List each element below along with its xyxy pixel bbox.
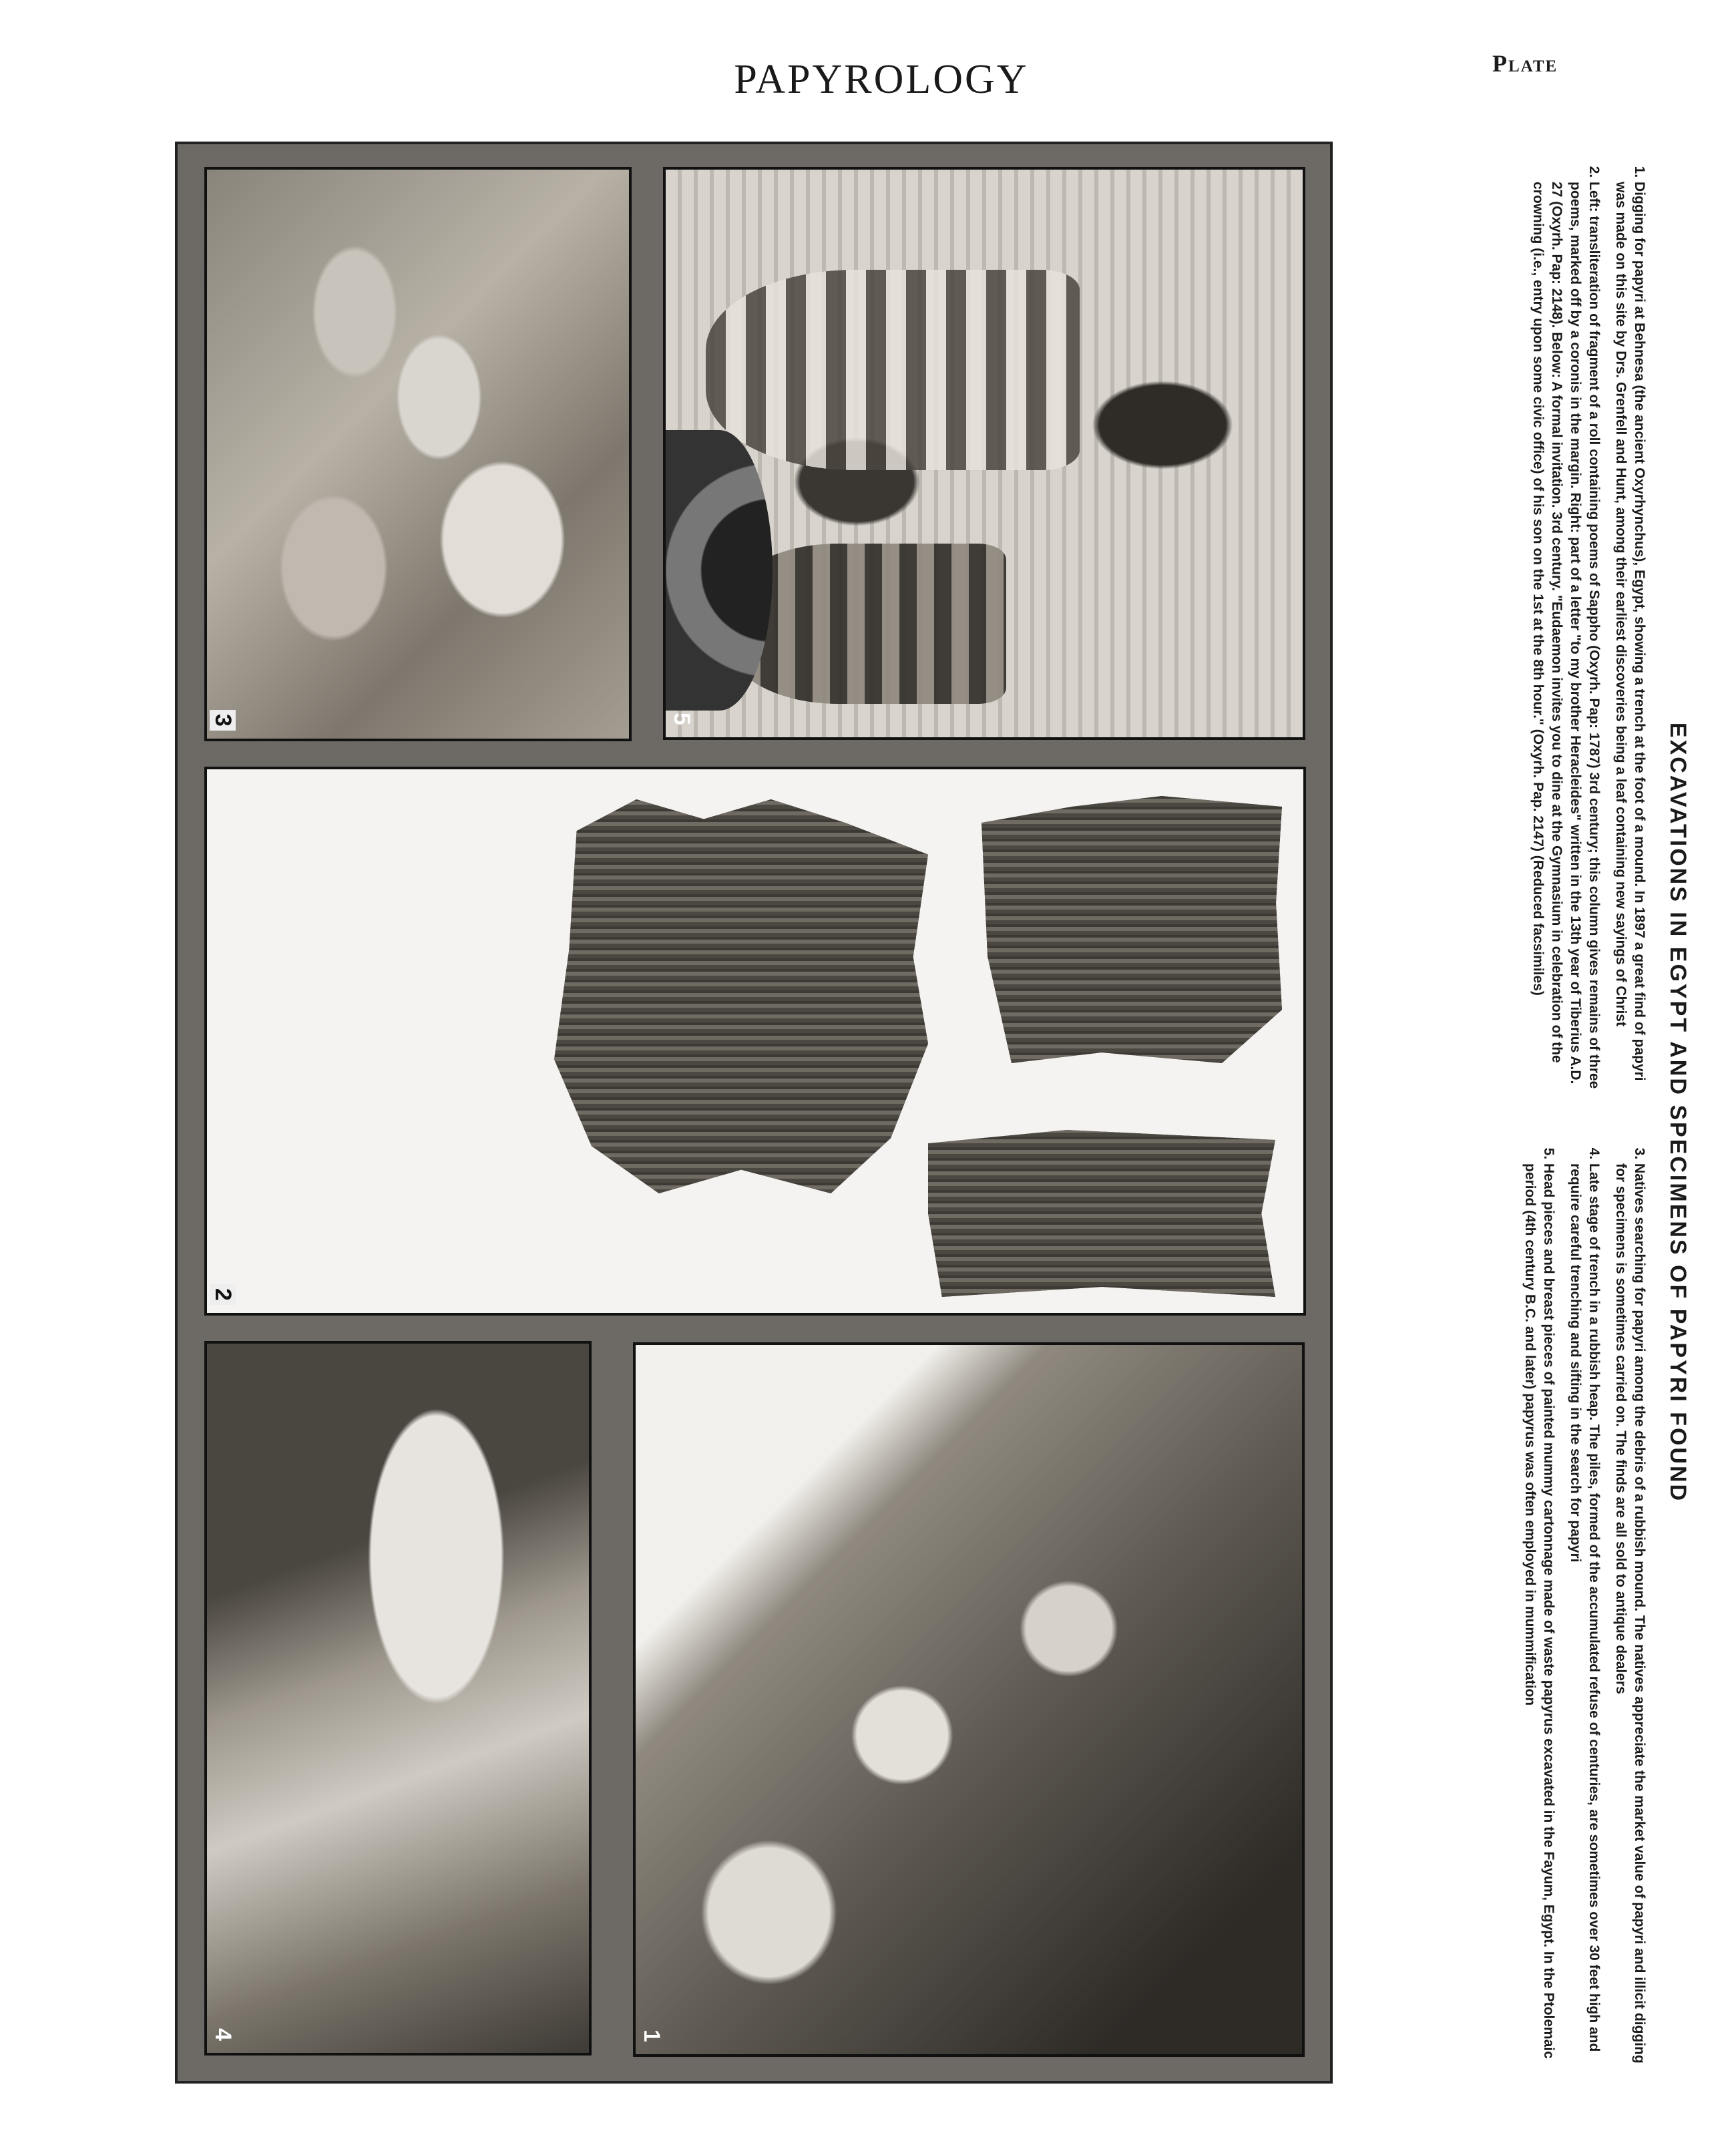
photo-natives-digging: [204, 167, 632, 741]
photo-behnesa-dig: [633, 1342, 1305, 2057]
sappho-fragment: [554, 799, 928, 1193]
photo-number: 4: [210, 2028, 236, 2041]
page-title: PAPYROLOGY: [734, 57, 1029, 102]
photo-papyrus-fragments: [204, 767, 1306, 1316]
caption-item-3: 3. Natives searching for papyri among the debris of a rubbish mound. The natives appreciate the market value of papyri and illicit digging for specimens is sometimes carried on. The finds are all sold to antique dealers: [1611, 1163, 1649, 2074]
cartonnage-stand: [666, 430, 773, 711]
photo-number: 1: [638, 2029, 664, 2042]
caption-item-4: 4. Late stage of trench in a rubbish heap. The piles, formed of the accumulated refuse of centuries, are sometimes over 30 feet high and require careful trenching and sifting in the search for papyri: [1566, 1163, 1603, 2074]
caption-column-left: [1512, 151, 1649, 1093]
invitation-papyrus: [928, 1130, 1275, 1297]
mummy-head-piece: [706, 270, 1080, 470]
photo-mummy-cartonnage: [663, 167, 1305, 740]
caption-column-right: [1512, 1133, 1649, 2074]
photo-rubbish-heap-trench: [204, 1341, 592, 2056]
plate-label: Plate: [1492, 50, 1558, 77]
caption-title: EXCAVATIONS IN EGYPT AND SPECIMENS OF PAPYRI FOUND: [1665, 722, 1691, 1503]
heracleides-letter: [982, 796, 1282, 1063]
caption-item-2: 2. Left: transliteration of fragment of a roll containing poems of Sappho (Oxyrh. Pap: 1787) 3rd century; this column gives remains of three poems, marked off by a coronis in the margin. Right: part of a letter "to my brother Heracleides" written in the 13th year of Tiberius A.D. 27 (Oxyrh. Pap: 2148). Below: A formal invitation. 3rd century. "Eudaemon invites you to dine at the Gymnasium in celebration of the crowning (i.e., entry upon some civic office) of his son on the 1st at the 8th hour." (Oxyrh. Pap. 2147) (Reduced facsimiles): [1528, 182, 1603, 1093]
caption-area: [1342, 144, 1703, 2081]
caption-item-5: 5. Head pieces and breast pieces of painted mummy cartonnage made of waste papyrus excavated in the Fayum, Egypt. In the Ptolemaic period (4th century B.C. and later) papyrus was often employed in mummification: [1520, 1163, 1558, 2074]
photo-number: 2: [210, 1284, 236, 1305]
caption-item-1: 1. Digging for papyri at Behnesa (the ancient Oxyrhynchus), Egypt, showing a trench at the foot of a mound. In 1897 a great find of papyri was made on this site by Drs. Grenfell and Hunt, among their earliest discoveries being a leaf containing new sayings of Christ: [1611, 182, 1649, 1093]
photo-number: 5: [668, 713, 694, 725]
photo-number: 3: [210, 710, 236, 731]
caption-block: [1342, 144, 1703, 2081]
